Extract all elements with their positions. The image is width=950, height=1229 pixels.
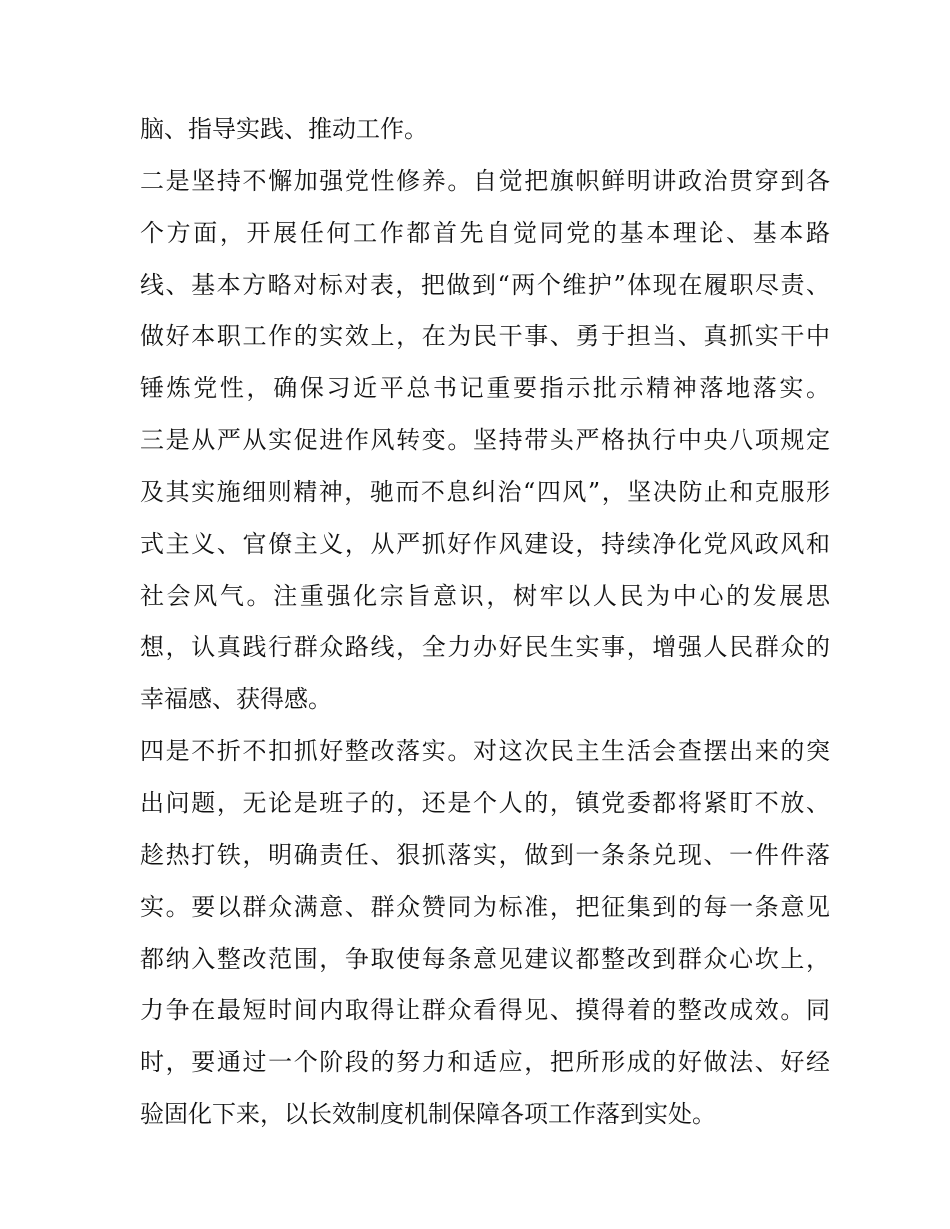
text-line-2: 二是坚持不懈加强党性修养。自觉把旗帜鲜明讲政治贯穿到各: [140, 166, 830, 195]
text-line-8: 及其实施细则精神，驰而不息纠治“四风”，坚决防止和克服形: [140, 477, 830, 506]
text-line-20: 验固化下来，以长效制度机制保障各项工作落到实处。: [140, 1100, 716, 1129]
text-line-6: 锤炼党性，确保习近平总书记重要指示批示精神落地落实。: [140, 374, 830, 403]
document-body: [140, 104, 830, 1141]
text-line-14: 出问题，无论是班子的，还是个人的，镇党委都将紧盯不放、: [140, 788, 830, 817]
text-line-9: 式主义、官僚主义，从严抓好作风建设，持续净化党风政风和: [140, 529, 830, 558]
text-line-17: 都纳入整改范围，争取使每条意见建议都整改到群众心坎上，: [140, 944, 830, 973]
text-line-12: 幸福感、获得感。: [140, 685, 332, 714]
text-line-15: 趁热打铁，明确责任、狠抓落实，做到一条条兑现、一件件落: [140, 840, 830, 869]
text-line-16: 实。要以群众满意、群众赞同为标准，把征集到的每一条意见: [140, 892, 830, 921]
text-line-7: 三是从严从实促进作风转变。坚持带头严格执行中央八项规定: [140, 426, 830, 455]
text-line-4: 线、基本方略对标对表，把做到“两个维护”体现在履职尽责、: [140, 270, 830, 299]
text-line-19: 时，要通过一个阶段的努力和适应，把所形成的好做法、好经: [140, 1048, 830, 1077]
text-line-18: 力争在最短时间内取得让群众看得见、摸得着的整改成效。同: [140, 996, 830, 1025]
text-line-10: 社会风气。注重强化宗旨意识，树牢以人民为中心的发展思: [140, 581, 830, 610]
text-line-3: 个方面，开展任何工作都首先自觉同党的基本理论、基本路: [140, 218, 830, 247]
text-line-5: 做好本职工作的实效上，在为民干事、勇于担当、真抓实干中: [140, 322, 830, 351]
text-line-11: 想，认真践行群众路线，全力办好民生实事，增强人民群众的: [140, 633, 830, 662]
text-line-13: 四是不折不扣抓好整改落实。对这次民主生活会查摆出来的突: [140, 737, 830, 766]
text-line-1: 脑、指导实践、推动工作。: [140, 115, 428, 143]
